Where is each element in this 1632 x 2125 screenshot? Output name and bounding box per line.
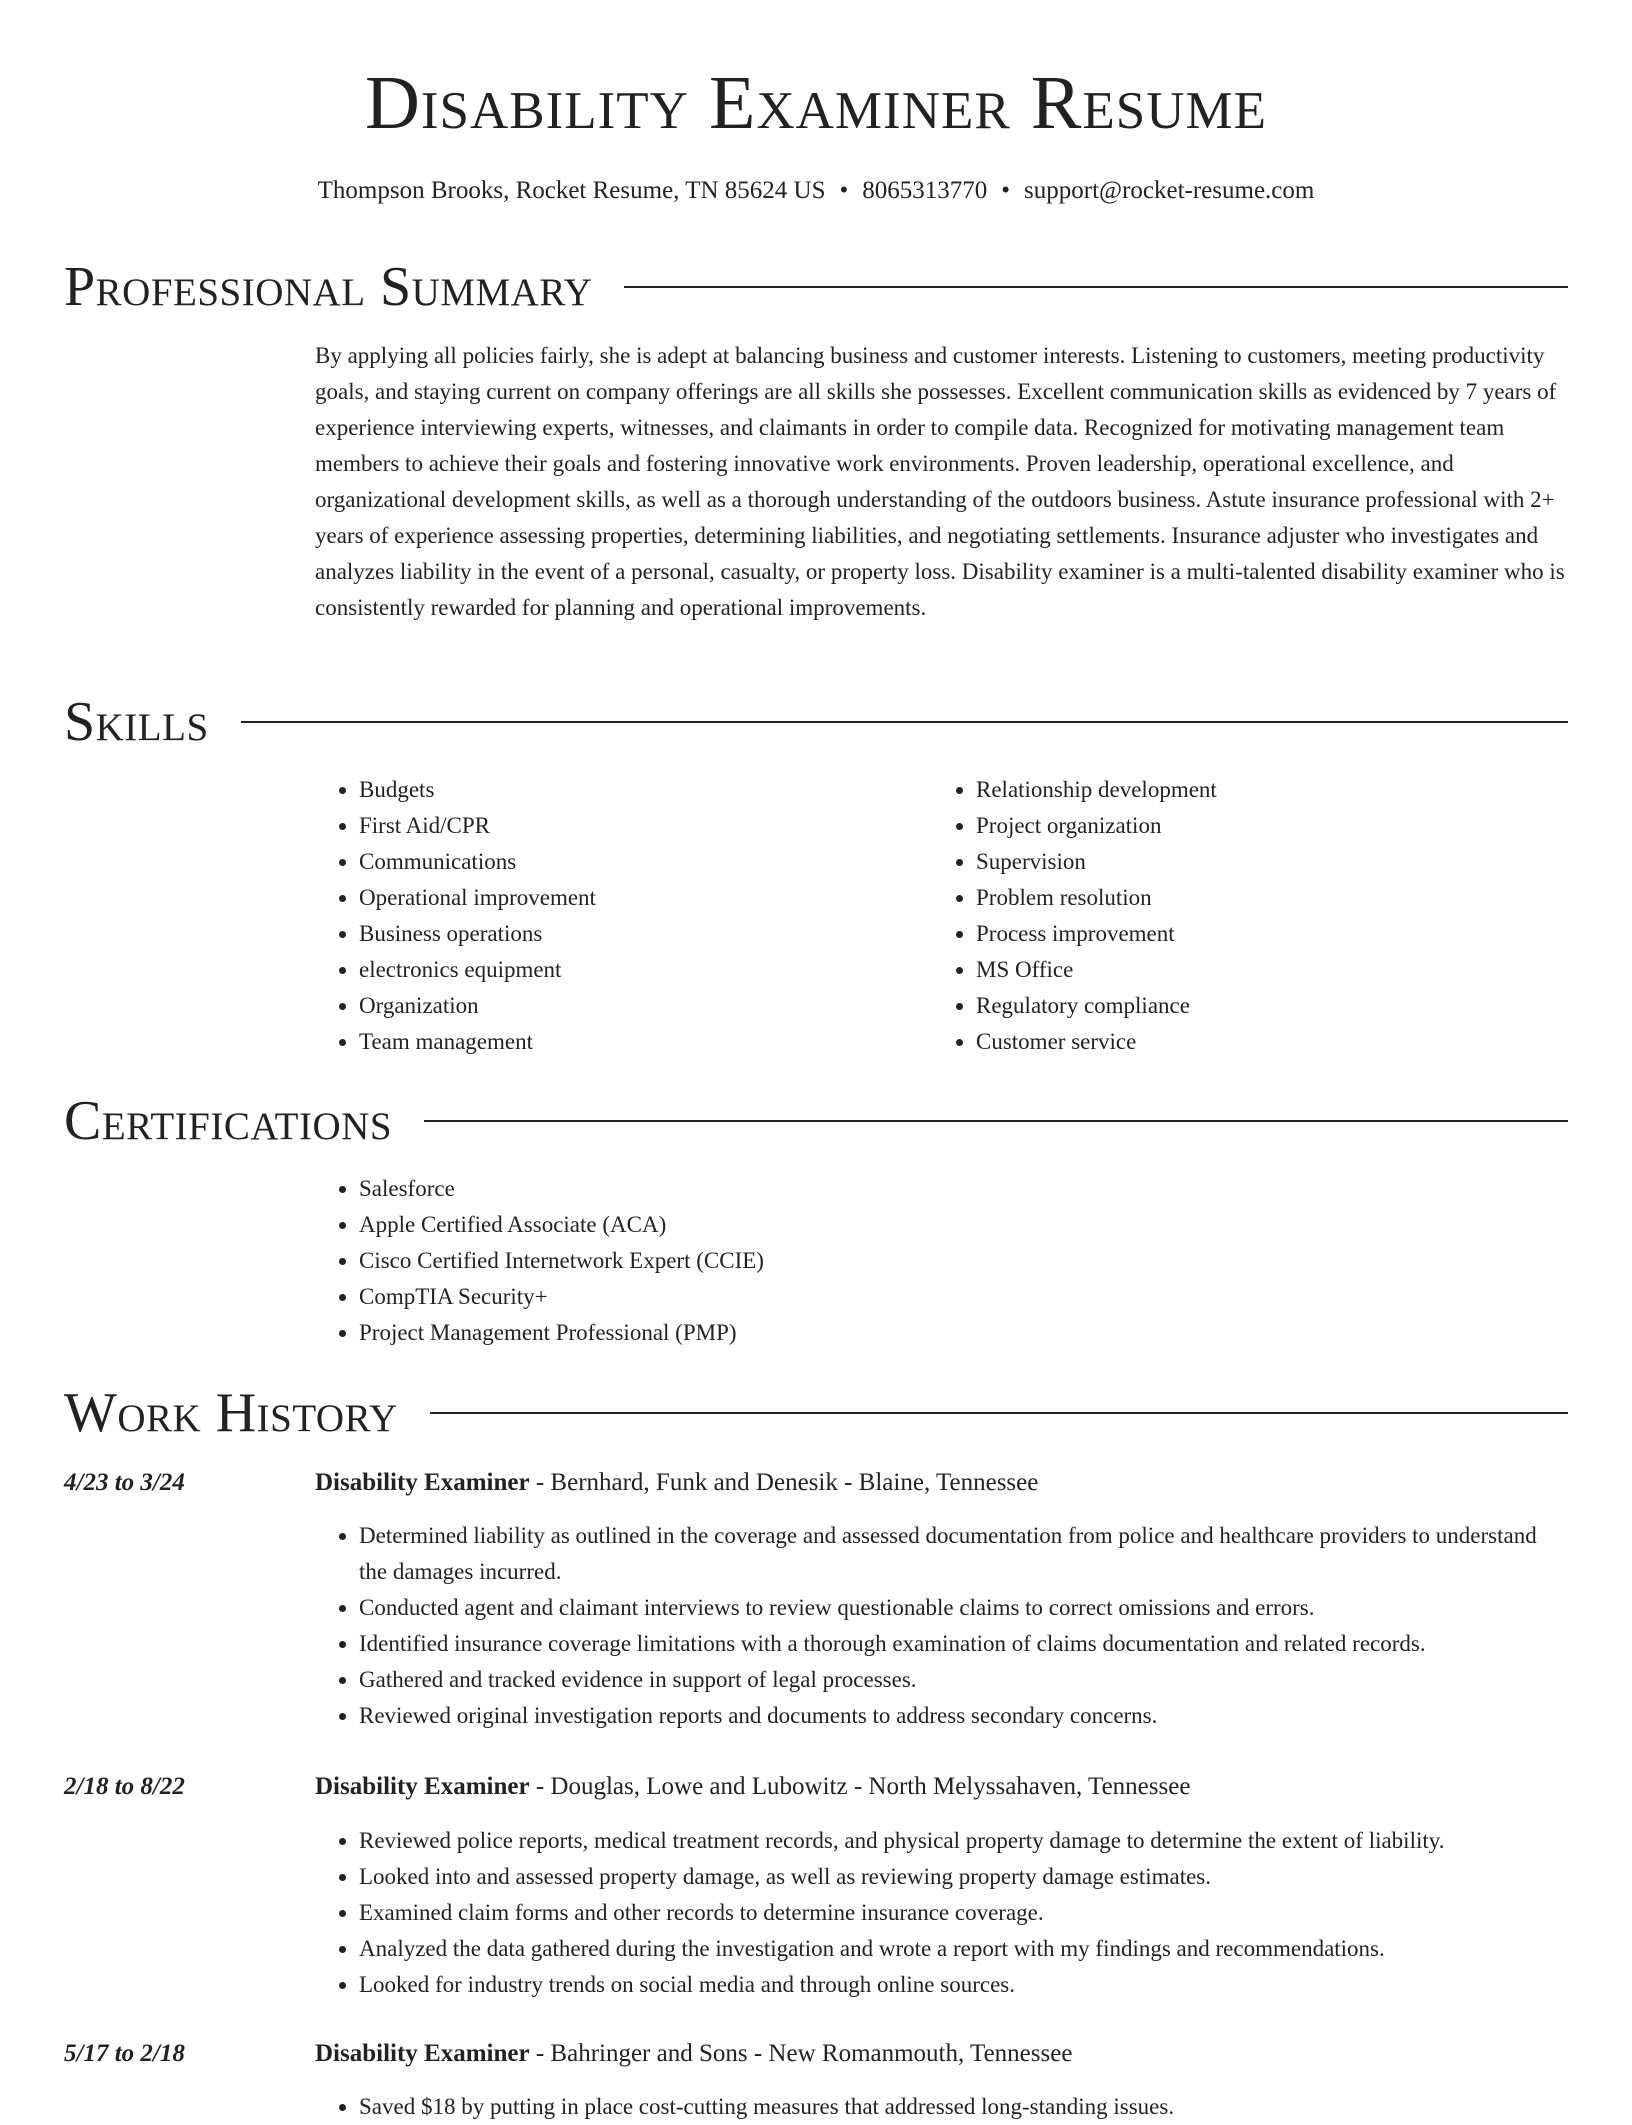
certifications-list	[315, 1171, 764, 1351]
skills-heading: Skills	[64, 691, 209, 753]
job-duty-item: • Identified insurance coverage limitations with a thorough examination of claims documentation and related records.	[359, 1626, 1565, 1662]
contact-address: Thompson Brooks, Rocket Resume, TN 85624 US	[317, 177, 826, 204]
contact-email: support@rocket-resume.com	[1024, 177, 1315, 204]
certification-item: • CompTIA Security+	[359, 1279, 764, 1315]
skill-item: • Project organization	[976, 808, 1562, 844]
contact-separator: •	[839, 177, 849, 204]
skills-column-left	[315, 772, 915, 1060]
skills-section-header	[64, 690, 1568, 754]
job-duties-list	[315, 2089, 1565, 2125]
job-employer: - Bahringer and Sons - New Romanmouth, Tennessee	[529, 2040, 1073, 2067]
job-duty-item: • Saved $18 by putting in place cost-cutting measures that addressed long-standing issues.	[359, 2089, 1565, 2125]
job-duty-item: • Analyzed the data gathered during the investigation and wrote a report with my findings and recommendations.	[359, 1931, 1565, 1967]
skill-item: • Customer service	[976, 1024, 1562, 1060]
job-duty-item: • Looked into and assessed property damage, as well as reviewing property damage estimates.	[359, 1859, 1565, 1895]
job-title: Disability Examiner	[315, 1469, 530, 1496]
job-dates: 4/23 to 3/24	[64, 1469, 185, 1496]
page-title: Disability Examiner Resume	[364, 61, 1268, 145]
summary-text: By applying all policies fairly, she is adept at balancing business and customer interests. Listening to customers, meeting productivity goals, and staying current on company offerings are all skills she possesses. Excellent communication skills as evidenced by 7 years of experience interviewing experts, witnesses, and claimants in order to compile data. Recognized for motivating management team members to achieve their goals and fostering innovative work environments. Proven leadership, operational excellence, and organizational development skills, as well as a thorough understanding of the outdoors business. Astute insurance professional with 2+ years of experience assessing properties, determining liabilities, and negotiating settlements. Insurance adjuster who investigates and analyzes liability in the event of a personal, casualty, or property loss. Disability examiner is a multi-talented disability examiner who is consistently rewarded for planning and operational improvements.	[315, 343, 1565, 620]
job-employer: - Douglas, Lowe and Lubowitz - North Melyssahaven, Tennessee	[529, 1773, 1191, 1800]
skill-item: • Budgets	[359, 772, 915, 808]
job-duties-list	[315, 1823, 1565, 2003]
section-divider	[430, 1412, 1568, 1414]
summary-heading: Professional Summary	[64, 256, 593, 318]
job-heading	[315, 2037, 1565, 2071]
contact-separator: •	[1001, 177, 1011, 204]
job-duty-item: • Conducted agent and claimant interviews to review questionable claims to correct omissions and errors.	[359, 1590, 1565, 1626]
skill-item: • Problem resolution	[976, 880, 1562, 916]
certifications-section-header	[64, 1089, 1568, 1153]
certification-item: • Project Management Professional (PMP)	[359, 1315, 764, 1351]
job-heading	[315, 1770, 1565, 1804]
section-divider	[424, 1120, 1568, 1122]
job-duties-list	[315, 1518, 1565, 1734]
job-duties	[315, 1823, 1565, 2003]
job-title: Disability Examiner	[315, 1773, 530, 1800]
summary-section-header	[64, 255, 1568, 319]
skill-item: • Team management	[359, 1024, 915, 1060]
skills-column-right	[932, 772, 1562, 1060]
job-duty-item: • Examined claim forms and other records to determine insurance coverage.	[359, 1895, 1565, 1931]
job-dates: 5/17 to 2/18	[64, 2040, 185, 2067]
certifications-heading: Certifications	[64, 1090, 393, 1152]
certification-item: • Salesforce	[359, 1171, 764, 1207]
section-divider	[241, 721, 1568, 723]
skill-item: • electronics equipment	[359, 952, 915, 988]
job-duties	[315, 1518, 1565, 1734]
skills-list-right	[932, 772, 1562, 1060]
skill-item: • MS Office	[976, 952, 1562, 988]
job-employer: - Bernhard, Funk and Denesik - Blaine, Tennessee	[529, 1469, 1039, 1496]
certification-item: • Cisco Certified Internetwork Expert (CCIE)	[359, 1243, 764, 1279]
skills-list-left	[315, 772, 915, 1060]
skill-item: • Organization	[359, 988, 915, 1024]
skill-item: • Business operations	[359, 916, 915, 952]
job-duty-item: • Gathered and tracked evidence in support of legal processes.	[359, 1662, 1565, 1698]
skill-item: • Process improvement	[976, 916, 1562, 952]
skill-item: • Regulatory compliance	[976, 988, 1562, 1024]
skill-item: • First Aid/CPR	[359, 808, 915, 844]
skill-item: • Operational improvement	[359, 880, 915, 916]
job-dates: 2/18 to 8/22	[64, 1773, 185, 1800]
job-title: Disability Examiner	[315, 2040, 530, 2067]
skill-item: • Communications	[359, 844, 915, 880]
job-duty-item: • Determined liability as outlined in the coverage and assessed documentation from police and healthcare providers to understand the damages incurred.	[359, 1518, 1565, 1590]
contact-line	[0, 174, 1632, 208]
contact-phone: 8065313770	[862, 177, 988, 204]
skill-item: • Supervision	[976, 844, 1562, 880]
section-divider	[624, 286, 1568, 288]
work-heading: Work History	[64, 1382, 398, 1444]
certification-item: • Apple Certified Associate (ACA)	[359, 1207, 764, 1243]
skill-item: • Relationship development	[976, 772, 1562, 808]
job-duty-item: • Reviewed original investigation reports and documents to address secondary concerns.	[359, 1698, 1565, 1734]
certifications-block	[315, 1171, 764, 1351]
job-duties	[315, 2089, 1565, 2125]
job-heading	[315, 1466, 1565, 1500]
work-section-header	[64, 1381, 1568, 1445]
job-duty-item: • Reviewed police reports, medical treatment records, and physical property damage to determine the extent of liability.	[359, 1823, 1565, 1859]
job-duty-item: • Looked for industry trends on social media and through online sources.	[359, 1967, 1565, 2003]
